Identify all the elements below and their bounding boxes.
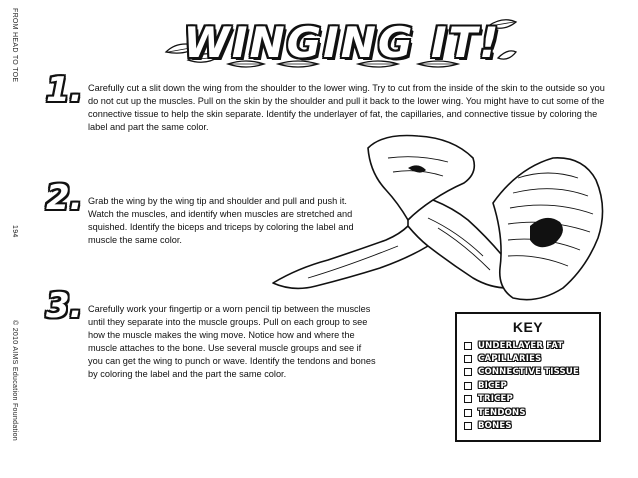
step-2-text: Grab the wing by the wing tip and shoulder and pull and push it. Watch the muscles, and identify when muscles are stretched and squished. Identify the biceps and triceps by coloring the label and muscle the same color.	[88, 196, 354, 245]
step-3-number: 3.	[46, 286, 83, 326]
key-item-tendons[interactable]	[464, 406, 599, 419]
checkbox[interactable]	[464, 395, 472, 403]
step-1-number: 1.	[46, 70, 83, 110]
copyright: © 2010 AIMS Education Foundation	[11, 320, 18, 441]
page-number: 194	[11, 225, 18, 238]
key-list	[457, 339, 599, 433]
chicken-wing-illustration	[268, 128, 613, 308]
key-label: TENDONS	[478, 407, 526, 418]
key-label: BICEP	[478, 380, 507, 391]
key-item-capillaries[interactable]	[464, 352, 599, 365]
key-label: CAPILLARIES	[478, 354, 542, 365]
step-1-text: Carefully cut a slit down the wing from the shoulder to the lower wing. Try to cut from the inside of the skin to the outside so you do not cut up the muscles. Pull on the skin by the shoulder and pull it back to the lower wing. You might have to cut some of the connective tissue to help the skin separate. Identify the underlayer of fat, the capillaries, and connective tissue by coloring the label and part the same color.	[88, 83, 605, 132]
key-item-connective-tissue[interactable]	[464, 366, 599, 379]
checkbox[interactable]	[464, 382, 472, 390]
color-key	[455, 312, 601, 442]
key-label: BONES	[478, 421, 512, 432]
key-item-underlayer-fat[interactable]	[464, 339, 599, 352]
checkbox[interactable]	[464, 368, 472, 376]
key-item-bicep[interactable]	[464, 379, 599, 392]
checkbox[interactable]	[464, 342, 472, 350]
key-item-bones[interactable]	[464, 419, 599, 432]
key-label: UNDERLAYER FAT	[478, 340, 564, 351]
sidebar-header: FROM HEAD TO TOE	[11, 8, 18, 83]
checkbox[interactable]	[464, 422, 472, 430]
step-2-number: 2.	[46, 178, 83, 218]
key-item-tricep[interactable]	[464, 393, 599, 406]
key-label: CONNECTIVE TISSUE	[478, 367, 579, 378]
key-title: KEY	[512, 319, 544, 335]
key-label: TRICEP	[478, 394, 513, 405]
checkbox[interactable]	[464, 355, 472, 363]
checkbox[interactable]	[464, 409, 472, 417]
page-title: WINGING IT!	[183, 18, 501, 67]
step-3-text: Carefully work your fingertip or a worn pencil tip between the muscles until they separate into the muscle groups. Pull on each group to see how the muscle makes the wing move. Notice how and where the muscle attaches to the bone. Use several muscle groups and see if you can get the wing to punch or wave. Identify the tendons and bones by coloring the label and the part the same color.	[88, 304, 376, 379]
title-banner	[158, 12, 518, 72]
